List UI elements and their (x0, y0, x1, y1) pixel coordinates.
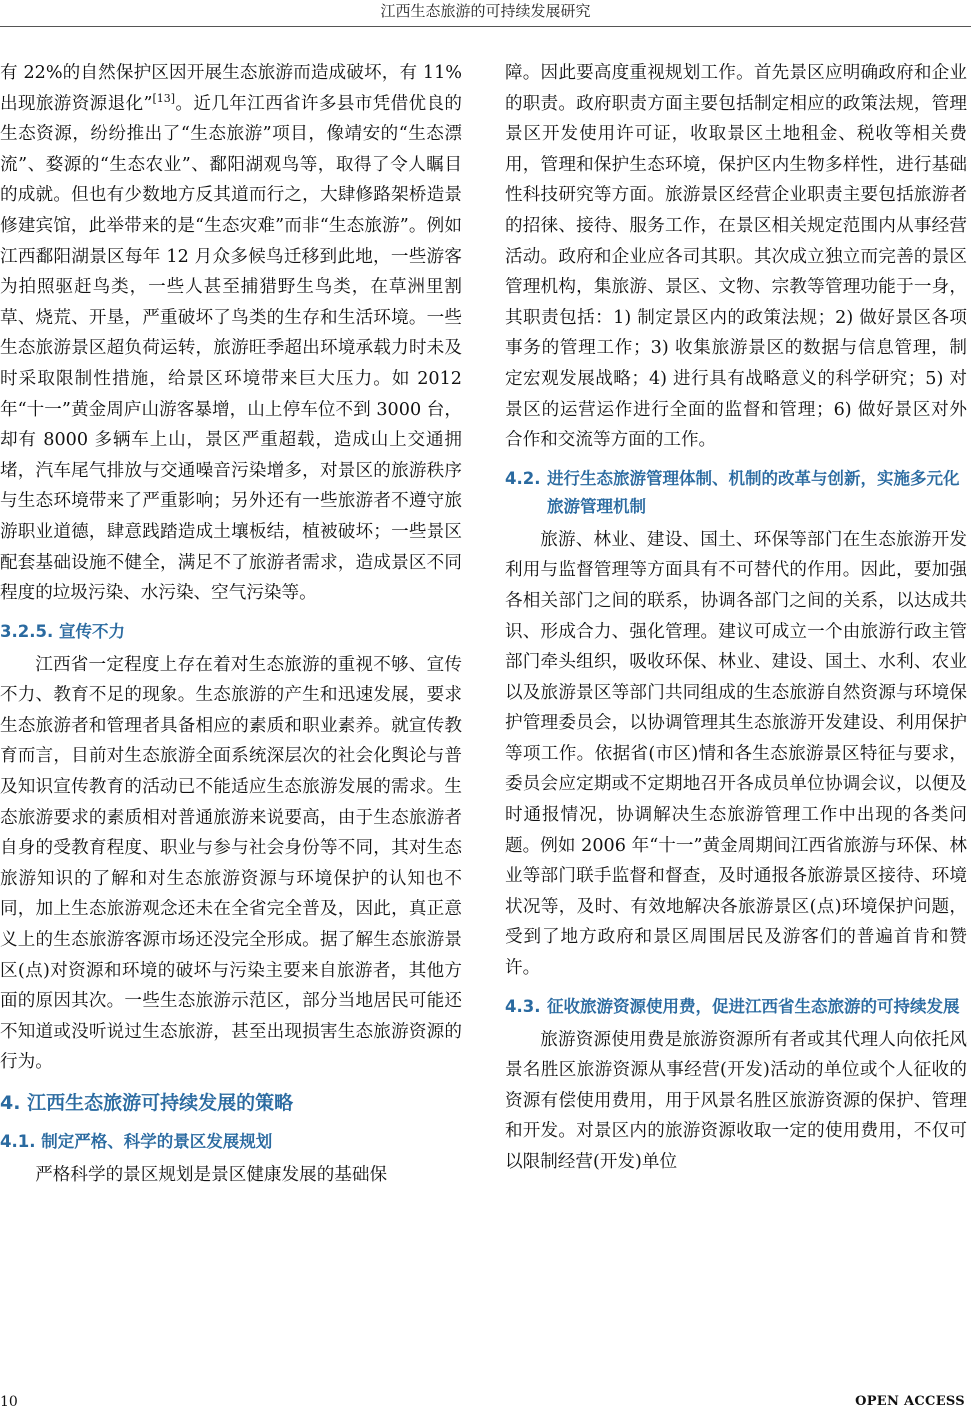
section-number: 4.1. (0, 1132, 36, 1151)
right-column (505, 58, 967, 1178)
section-number: 4. (0, 1092, 21, 1114)
section-title: 进行生态旅游管理体制、机制的改革与创新，实施多元化旅游管理机制 (547, 468, 960, 516)
text-run: 有 22%的自然保护区因开展生态旅游而造成破坏，有 11%出现旅游资源退化” (0, 63, 462, 114)
section-title: 江西生态旅游可持续发展的策略 (27, 1092, 294, 1114)
left-column (0, 58, 462, 1191)
header-rule (0, 26, 971, 27)
section-title: 征收旅游资源使用费，促进江西省生态旅游的可持续发展 (547, 996, 960, 1016)
paragraph: 旅游资源使用费是旅游资源所有者或其代理人向依托风景名胜区旅游资源从事经营(开发)活动的单位或个人征收的资源有偿使用费用，用于风景名胜区旅游资源的保护、管理和开发。对景区内的旅游资源收取一定的使用费用，不仅可以限制经营(开发)单位 (505, 1029, 967, 1172)
section-number: 3.2.5. (0, 621, 54, 641)
section-heading-4-3 (505, 993, 967, 1021)
header-title: 江西生态旅游的可持续发展研究 (380, 2, 591, 20)
paragraph: 江西省一定程度上存在着对生态旅游的重视不够、宣传不力、教育不足的现象。生态旅游的产生和迅速发展，要求生态旅游者和管理者具备相应的素质和职业素养。就宣传教育而言，目前对生态旅游全面系统深层次的社会化舆论与普及知识宣传教育的活动已不能适应生态旅游发展的需求。生态旅游要求的素质相对普通旅游来说要高，由于生态旅游者自身的受教育程度、职业与参与社会身份等不同，其对生态旅游知识的了解和对生态旅游资源与环境保护的认知也不同，加上生态旅游观念还未在全省完全普及，因此，真正意义上的生态旅游客源市场还没完全形成。据了解生态旅游景区(点)对资源和环境的破坏与污染主要来自旅游者，其他方面的原因其次。一些生态旅游示范区，部分当地居民可能还不知道或没听说过生态旅游，甚至出现损害生态旅游资源的行为。 (0, 654, 462, 1073)
section-heading-4 (0, 1088, 462, 1119)
paragraph: 旅游、林业、建设、国土、环保等部门在生态旅游开发利用与监督管理等方面具有不可替代的作用。因此，要加强各相关部门之间的联系，协调各部门之间的关系，以达成共识、形成合力、强化管理。建议可成立一个由旅游行政主管部门牵头组织，吸收环保、林业、建设、国土、水利、农业以及旅游景区等部门共同组成的生态旅游自然资源与环境保护管理委员会，以协调管理其生态旅游开发建设、利用保护等项工作。依据省(市区)情和各生态旅游景区特征与要求，委员会应定期或不定期地召开各成员单位协调会议，以便及时通报情况，协调解决生态旅游管理工作中出现的各类问题。例如 2006 年“十一”黄金周期间江西省旅游与环保、林业等部门联手监督和督查，及时通报各旅游景区接待、环境状况等，及时、有效地解决各旅游景区(点)环境保护问题，受到了地方政府和景区周围居民及游客们的普遍首肯和赞许。 (505, 529, 967, 979)
paragraph: 障。因此要高度重视规划工作。首先景区应明确政府和企业的职责。政府职责方面主要包括制定相应的政策法规，管理景区开发使用许可证，收取景区土地租金、税收等相关费用，管理和保护生态环境，保护区内生物多样性，进行基础性科技研究等方面。旅游景区经营企业职责主要包括旅游者的招徕、接待、服务工作，在景区相关规定范围内从事经营活动。政府和企业应各司其职。其次成立独立而完善的景区管理机构，集旅游、景区、文物、宗教等管理功能于一身，其职责包括：1) 制定景区内的政策法规；2) 做好景区各项事务的管理工作；3) 收集旅游景区的数据与信息管理，制定宏观发展战略；4) 进行具有战略意义的科学研究；5) 对景区的运营运作进行全面的监督和管理；6) 做好景区对外合作和交流等方面的工作。 (505, 63, 967, 451)
section-number: 4.3. (505, 996, 541, 1016)
citation-ref[interactable]: [13] (152, 91, 176, 105)
section-heading-4-1 (0, 1128, 462, 1156)
running-header (0, 0, 971, 34)
section-title: 宣传不力 (59, 621, 125, 641)
paragraph: 严格科学的景区规划是景区健康发展的基础保 (35, 1165, 388, 1185)
paragraph (0, 58, 462, 609)
page-number: 10 (0, 1394, 18, 1410)
page-footer (0, 1392, 971, 1412)
open-access-label: OPEN ACCESS (855, 1394, 965, 1409)
text-run: 。近几年江西省许多县市凭借优良的生态资源，纷纷推出了“生态旅游”项目，像靖安的“生态漂流”、婺源的“生态农业”、鄱阳湖观鸟等，取得了令人瞩目的成就。但也有少数地方反其道而行之，大肆修路架桥造景修建宾馆，此举带来的是“生态灾难”而非“生态旅游”。例如江西鄱阳湖景区每年 12 月众多候鸟迁移到此地，一些游客为拍照驱赶鸟类，一些人甚至捕猎野生鸟类，在草洲里割草、烧荒、开垦，严重破坏了鸟类的生存和生活环境。一些生态旅游景区超负荷运转，旅游旺季超出环境承载力时未及时采取限制性措施，给景区环境带来巨大压力。如 2012 年“十一”黄金周庐山游客暴增，山上停车位不到 3000 台，却有 8000 多辆车上山，景区严重超载，造成山上交通拥堵，汽车尾气排放与交通噪音污染增多，对景区的旅游秩序与生态环境带来了严重影响；另外还有一些旅游者不遵守旅游职业道德，肆意践踏造成土壤板结，植被破坏；一些景区配套基础设施不健全，满足不了旅游者需求，造成景区不同程度的垃圾污染、水污染、空气污染等。 (0, 93, 462, 604)
section-number: 4.2. (505, 468, 541, 488)
section-title: 制定严格、科学的景区发展规划 (41, 1132, 273, 1151)
section-heading-4-2 (505, 465, 967, 521)
section-heading-3-2-5 (0, 618, 462, 646)
